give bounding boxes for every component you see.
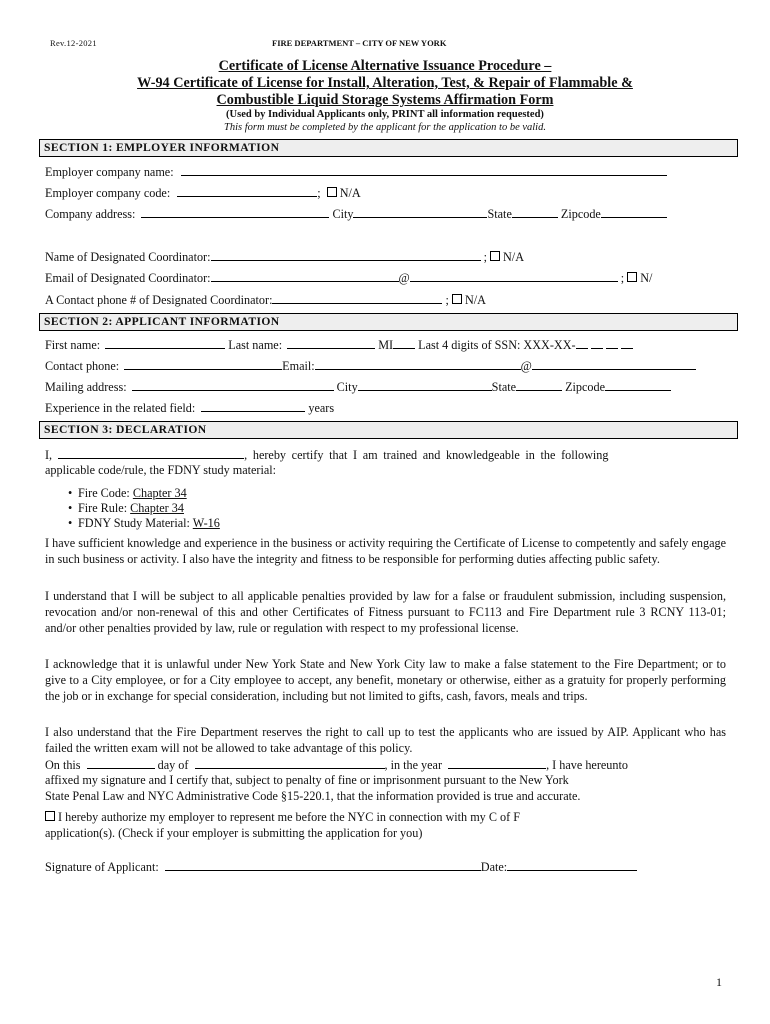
date-label: Date: bbox=[480, 860, 508, 874]
experience-row bbox=[45, 400, 334, 416]
fire-rule-chapter-link[interactable]: Chapter 34 bbox=[130, 501, 184, 515]
separator: ; bbox=[445, 293, 449, 307]
page-number: 1 bbox=[716, 975, 722, 989]
employer-name-row bbox=[45, 164, 667, 180]
signing-year-field[interactable] bbox=[448, 757, 546, 769]
coordinator-name-na-checkbox[interactable] bbox=[490, 251, 500, 261]
company-city-field[interactable] bbox=[353, 206, 487, 218]
mailing-city-field[interactable] bbox=[358, 379, 492, 391]
at-sign: @ bbox=[520, 359, 532, 373]
fire-code-chapter-link[interactable]: Chapter 34 bbox=[132, 486, 187, 500]
section3-heading: SECTION 3: DECLARATION bbox=[39, 421, 738, 439]
signing-month-field[interactable] bbox=[195, 757, 385, 769]
department-label: FIRE DEPARTMENT – CITY OF NEW YORK bbox=[272, 38, 447, 48]
state-label: State bbox=[491, 380, 517, 394]
company-address-field[interactable] bbox=[141, 206, 329, 218]
last-name-field[interactable] bbox=[287, 337, 375, 349]
first-name-field[interactable] bbox=[105, 337, 225, 349]
email-label: Email: bbox=[282, 359, 315, 373]
employer-code-na-checkbox[interactable] bbox=[327, 187, 337, 197]
authorize-text-2: application(s). (Check if your employer is submitting the application for you) bbox=[45, 826, 423, 840]
bullet-label: Fire Rule: bbox=[78, 501, 131, 515]
na-label: N/A bbox=[464, 293, 486, 307]
bullet-dot: • bbox=[68, 486, 73, 500]
coordinator-name-label: Name of Designated Coordinator: bbox=[45, 250, 211, 264]
authorize-row bbox=[45, 810, 520, 825]
bullet-dot: • bbox=[68, 516, 73, 530]
at-sign: @ bbox=[398, 271, 410, 285]
company-address-label: Company address: bbox=[45, 207, 136, 221]
zip-label: Zipcode bbox=[565, 380, 606, 394]
coordinator-email-na-checkbox[interactable] bbox=[627, 272, 637, 282]
company-zip-field[interactable] bbox=[601, 206, 667, 218]
certify-text-2: applicable code/rule, the FDNY study material: bbox=[45, 463, 277, 477]
signing-day-field[interactable] bbox=[87, 757, 155, 769]
employer-code-row bbox=[45, 185, 361, 201]
hereunto-label: , I have hereunto bbox=[546, 758, 628, 772]
mailing-zip-field[interactable] bbox=[605, 379, 671, 391]
employer-name-field[interactable] bbox=[181, 164, 667, 176]
i-label: I, bbox=[45, 448, 53, 462]
coordinator-phone-row bbox=[45, 292, 486, 308]
coordinator-email-user-field[interactable] bbox=[211, 270, 399, 282]
zip-label: Zipcode bbox=[560, 207, 601, 221]
applicant-certify-name-field[interactable] bbox=[58, 447, 244, 459]
certify-text: , hereby certify that I am trained and knowledgeable in the following bbox=[244, 448, 609, 462]
mailing-address-field[interactable] bbox=[132, 379, 334, 391]
contact-phone-field[interactable] bbox=[124, 358, 282, 370]
last-name-label: Last name: bbox=[228, 338, 283, 352]
coordinator-name-row bbox=[45, 249, 524, 265]
employer-code-field[interactable] bbox=[177, 185, 317, 197]
coordinator-phone-na-checkbox[interactable] bbox=[452, 294, 462, 304]
city-label: City bbox=[332, 207, 354, 221]
applicant-name-row bbox=[45, 337, 633, 353]
na-label-truncated: N/ bbox=[640, 271, 653, 285]
certify-row bbox=[45, 447, 726, 463]
signing-date-row bbox=[45, 757, 628, 773]
state-label: State bbox=[487, 207, 512, 221]
company-address-row bbox=[45, 206, 667, 222]
ssn-digit-2[interactable] bbox=[591, 337, 603, 349]
bullet-label: FDNY Study Material: bbox=[78, 516, 193, 530]
ssn-digit-3[interactable] bbox=[606, 337, 618, 349]
bullet-fire-rule bbox=[68, 501, 184, 516]
email-user-field[interactable] bbox=[315, 358, 521, 370]
in-year-label: , in the year bbox=[384, 758, 443, 772]
separator: ; bbox=[620, 271, 625, 285]
na-label: N/A bbox=[339, 186, 361, 200]
experience-label: Experience in the related field: bbox=[45, 401, 196, 415]
authorize-employer-checkbox[interactable] bbox=[45, 811, 55, 821]
contact-row bbox=[45, 358, 696, 374]
declaration-paragraph-5c: State Penal Law and NYC Administrative Code §15-220.1, that the information provided is true and accurate. bbox=[45, 789, 581, 803]
ssn-digit-4[interactable] bbox=[621, 337, 633, 349]
bullet-dot: • bbox=[68, 501, 73, 515]
coordinator-email-label: Email of Designated Coordinator: bbox=[45, 271, 211, 285]
declaration-paragraph-1: I have sufficient knowledge and experience in the business or activity requiring the Certificate of License to competently and safely engage in such business or activity. I also have the integrity and fitness to be responsible for performing duties affecting public safety. bbox=[45, 536, 726, 566]
coordinator-email-domain-field[interactable] bbox=[410, 270, 618, 282]
mailing-state-field[interactable] bbox=[516, 379, 562, 391]
coordinator-email-row bbox=[45, 270, 652, 286]
email-domain-field[interactable] bbox=[532, 358, 696, 370]
first-name-label: First name: bbox=[45, 338, 101, 352]
coordinator-phone-label: A Contact phone # of Designated Coordinator: bbox=[45, 293, 273, 307]
bullet-fire-code bbox=[68, 486, 187, 501]
signature-date-field[interactable] bbox=[507, 859, 637, 871]
employer-code-label: Employer company code: bbox=[45, 186, 171, 200]
day-of-label: day of bbox=[157, 758, 189, 772]
coordinator-phone-field[interactable] bbox=[272, 292, 442, 304]
revision-label: Rev.12-2021 bbox=[50, 38, 97, 48]
form-note-required: This form must be completed by the applicant for the application to be valid. bbox=[224, 122, 546, 133]
signature-label: Signature of Applicant: bbox=[45, 860, 159, 874]
mailing-address-label: Mailing address: bbox=[45, 380, 127, 394]
section1-heading: SECTION 1: EMPLOYER INFORMATION bbox=[39, 139, 738, 157]
employer-name-label: Employer company name: bbox=[45, 165, 174, 179]
declaration-paragraph-5b: affixed my signature and I certify that, subject to penalty of fine or imprisonment pursuant to the New York bbox=[45, 773, 569, 787]
form-note-print: (Used by Individual Applicants only, PRINT all information requested) bbox=[226, 109, 544, 120]
study-material-link[interactable]: W-16 bbox=[192, 516, 220, 530]
ssn-label: Last 4 digits of SSN: XXX-XX- bbox=[418, 338, 576, 352]
city-label: City bbox=[336, 380, 358, 394]
signature-row bbox=[45, 859, 637, 875]
on-this-label: On this bbox=[45, 758, 81, 772]
declaration-paragraph-3: I acknowledge that it is unlawful under New York State and New York City law to make a false statement to the Fire Department; or to give to a City employee, or for a City employee to accept, any benefit, monetary or otherwise, either as a gratuity for properly performing the job or in exchange for special consideration, including but not limited to gifts, cash, favors, meals and trips. bbox=[45, 657, 726, 703]
mi-label: MI bbox=[378, 338, 394, 352]
signature-field[interactable] bbox=[165, 859, 481, 871]
separator: ; bbox=[483, 250, 487, 264]
form-title-line1: Certificate of License Alternative Issuance Procedure – bbox=[218, 58, 552, 74]
declaration-paragraph-4: I also understand that the Fire Department reserves the right to call up to test the applicants who are issued by AIP. Applicant who has failed the written exam will not be allowed to take advantage of this policy. bbox=[45, 725, 726, 755]
na-label: N/A bbox=[503, 250, 524, 264]
mi-field[interactable] bbox=[393, 337, 415, 349]
section2-heading: SECTION 2: APPLICANT INFORMATION bbox=[39, 313, 738, 331]
mailing-address-row bbox=[45, 379, 671, 395]
separator: ; bbox=[317, 186, 321, 200]
ssn-digit-1[interactable] bbox=[576, 337, 588, 349]
bullet-study-material bbox=[68, 516, 220, 531]
years-label: years bbox=[308, 401, 335, 415]
authorize-label: I hereby authorize my employer to represent me before the NYC in connection with my C of F bbox=[58, 810, 520, 824]
declaration-paragraph-2: I understand that I will be subject to all applicable penalties provided by law for a false or fraudulent submission, including suspension, revocation and/or non-renewal of this and other Certificates of Fitness pursuant to FC113 and Fire Department rule 3 RCNY 113-01; and/or other penalties provided by law, rule or regulation with respect to my professional license. bbox=[45, 589, 726, 635]
form-title-line2: W-94 Certificate of License for Install, Alteration, Test, & Repair of Flammable & bbox=[137, 75, 633, 91]
experience-field[interactable] bbox=[201, 400, 305, 412]
company-state-field[interactable] bbox=[512, 206, 558, 218]
bullet-label: Fire Code: bbox=[78, 486, 133, 500]
form-title-line3: Combustible Liquid Storage Systems Affirmation Form bbox=[216, 92, 554, 108]
coordinator-name-field[interactable] bbox=[211, 249, 481, 261]
contact-phone-label: Contact phone: bbox=[45, 359, 120, 373]
